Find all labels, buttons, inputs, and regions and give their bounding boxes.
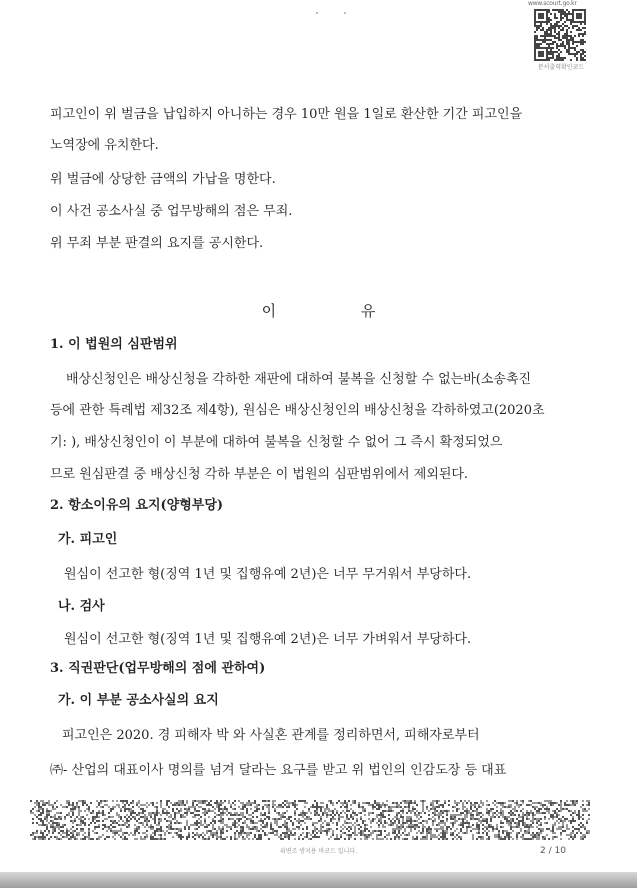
section-1-paragraph: 기: ), 배상신청인이 이 부분에 대하여 불복을 신청할 수 없어 그 즉시 확정되었으 xyxy=(50,435,503,450)
section-3a-paragraph: ㈜- 산업의 대표이사 명의를 넘겨 달라는 요구를 받고 위 법인의 인감도장 등 대표 xyxy=(50,763,507,778)
section-2a-title: 가. 피고인 xyxy=(58,532,118,547)
section-3a-title: 가. 이 부분 공소사실의 요지 xyxy=(58,693,219,708)
body-line: 위 벌금에 상당한 금액의 가납을 명한다. xyxy=(50,172,276,187)
section-1-paragraph: 등에 관한 특례법 제32조 제4항), 원심은 배상신청인의 배상신청을 각하하였고(2020초 xyxy=(50,403,545,418)
scan-edge-shadow xyxy=(0,872,637,888)
page-number: 2 / 10 xyxy=(540,846,566,856)
body-line: 이 사건 공소사실 중 업무방해의 점은 무죄. xyxy=(50,204,293,219)
scan-speck xyxy=(316,12,318,14)
qr-code-icon xyxy=(534,9,586,61)
qr-caption: 문서출력확인코드 xyxy=(537,64,585,71)
barcode-caption: 위변조 방지용 바코드 입니다. xyxy=(279,848,358,855)
section-2b-body: 원심이 선고한 형(징역 1년 및 집행유예 2년)은 너무 가벼워서 부당하다. xyxy=(64,632,472,647)
reasons-heading: 이 유 xyxy=(261,302,416,320)
section-2b-title: 나. 검사 xyxy=(58,599,105,614)
body-line: 피고인이 위 벌금을 납입하지 아니하는 경우 10만 원을 1일로 환산한 기간 피고인을 xyxy=(50,107,523,122)
section-1-title: 1. 이 법원의 심판범위 xyxy=(50,337,178,352)
body-line: 노역장에 유치한다. xyxy=(50,138,159,153)
section-2a-body: 원심이 선고한 형(징역 1년 및 집행유예 2년)은 너무 무거워서 부당하다. xyxy=(64,567,472,582)
section-3a-paragraph: 피고인은 2020. 경 피해자 박 와 사실혼 관계를 정리하면서, 피해자로부터 xyxy=(62,728,480,743)
section-3-title: 3. 직권판단(업무방해의 점에 관하여) xyxy=(50,661,266,676)
body-line: 위 무죄 부분 판결의 요지를 공시한다. xyxy=(50,236,264,251)
section-1-paragraph: 배상신청인은 배상신청을 각하한 재판에 대하여 불복을 신청할 수 없는바(소송촉진 xyxy=(66,372,532,387)
court-url: www.scourt.go.kr xyxy=(528,0,577,7)
anti-forgery-barcode xyxy=(30,800,590,840)
scan-speck xyxy=(344,12,346,14)
section-2-title: 2. 항소이유의 요지(양형부당) xyxy=(50,498,224,513)
section-1-paragraph: 므로 원심판결 중 배상신청 각하 부분은 이 법원의 심판범위에서 제외된다. xyxy=(50,467,469,482)
